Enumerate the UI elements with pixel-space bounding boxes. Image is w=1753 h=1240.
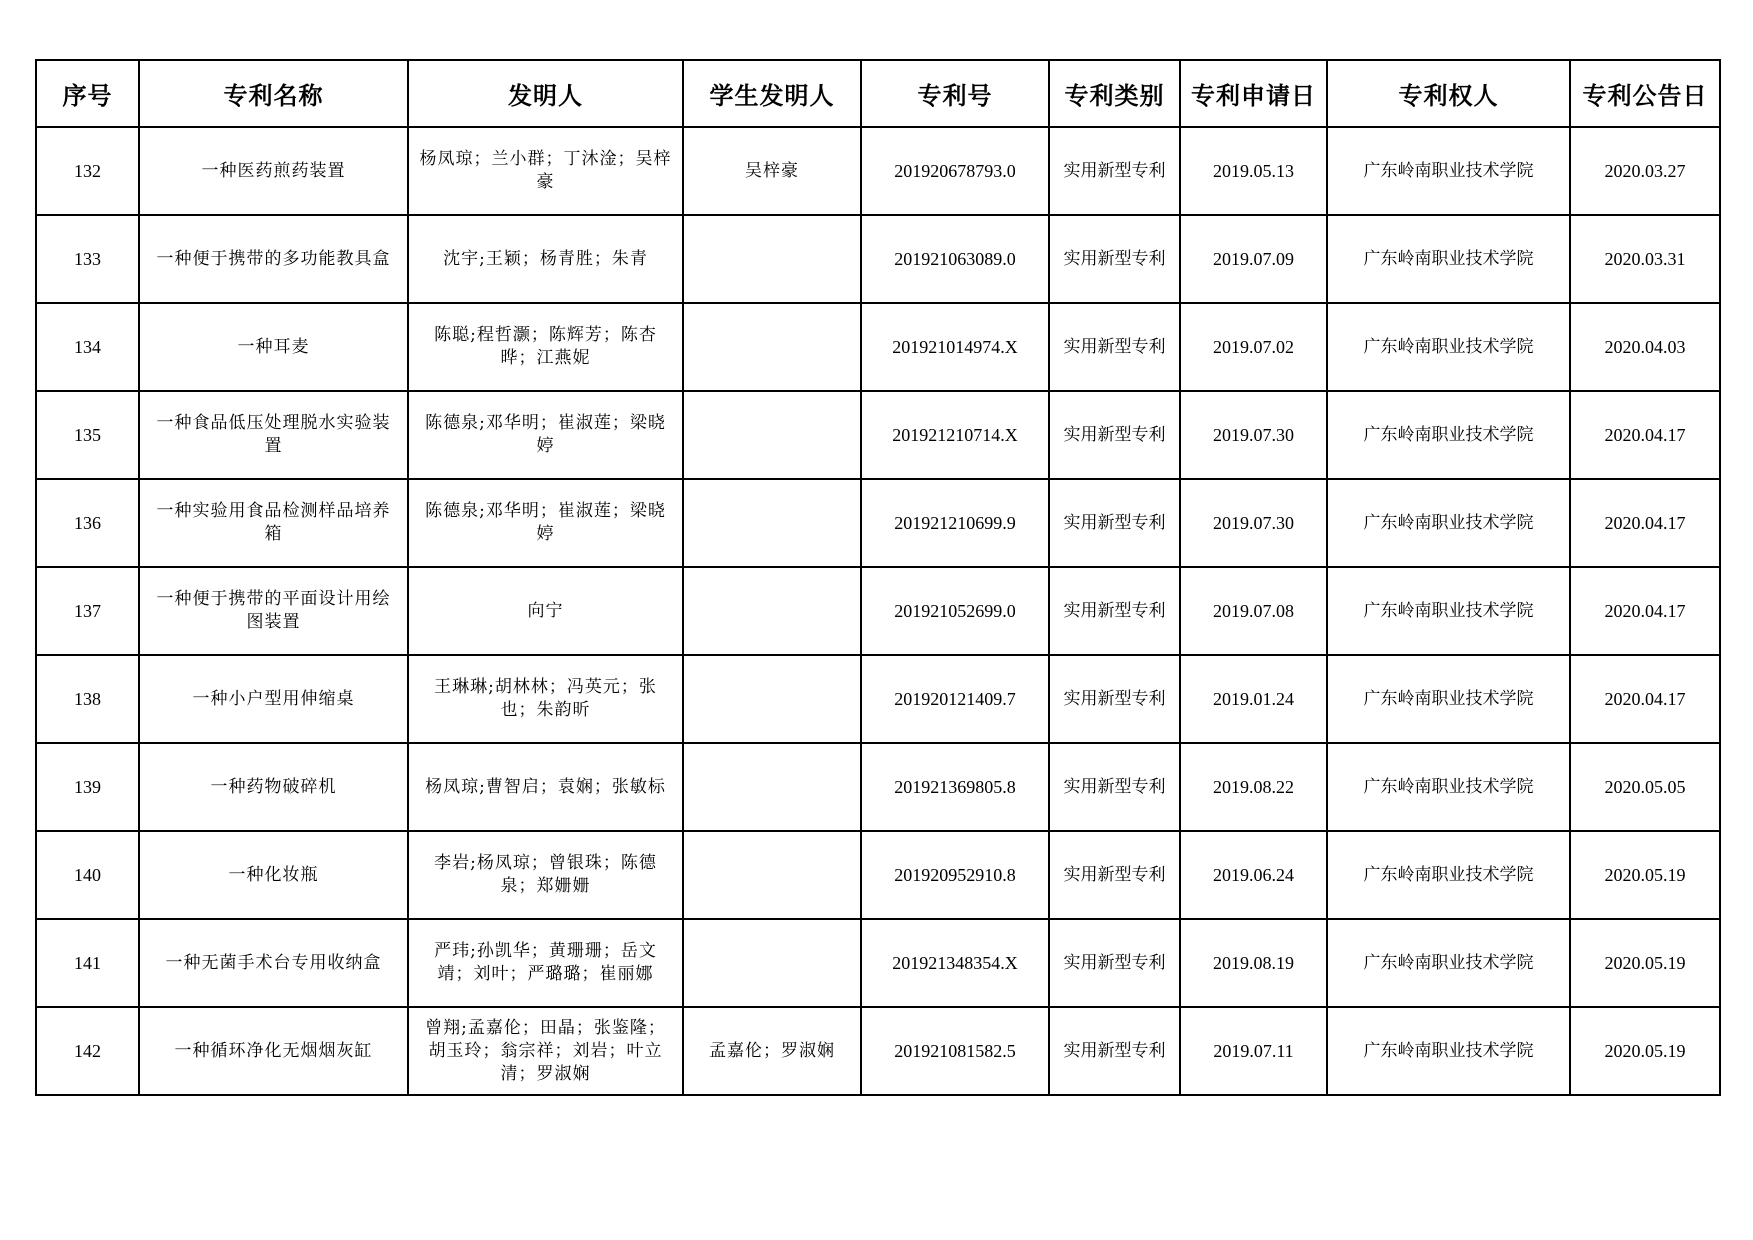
cell-owner: 广东岭南职业技术学院 (1327, 303, 1570, 391)
cell-apply-date: 2019.07.30 (1180, 391, 1327, 479)
cell-publish-date: 2020.04.03 (1570, 303, 1720, 391)
table-row (36, 127, 1720, 215)
cell-type: 实用新型专利 (1049, 303, 1180, 391)
cell-name: 一种循环净化无烟烟灰缸 (139, 1007, 408, 1095)
cell-publish-date: 2020.05.19 (1570, 919, 1720, 1007)
header-cell-inventors: 发明人 (408, 60, 683, 127)
cell-patent-no: 201921063089.0 (861, 215, 1049, 303)
table-row (36, 215, 1720, 303)
cell-owner: 广东岭南职业技术学院 (1327, 567, 1570, 655)
cell-no: 139 (36, 743, 139, 831)
cell-name: 一种药物破碎机 (139, 743, 408, 831)
cell-inventors: 沈宇;王颖；杨青胜；朱青 (408, 215, 683, 303)
cell-students (683, 479, 861, 567)
cell-owner: 广东岭南职业技术学院 (1327, 743, 1570, 831)
cell-type: 实用新型专利 (1049, 655, 1180, 743)
cell-students (683, 655, 861, 743)
cell-apply-date: 2019.08.22 (1180, 743, 1327, 831)
table-row (36, 743, 1720, 831)
cell-no: 138 (36, 655, 139, 743)
cell-inventors: 王琳琳;胡林林；冯英元；张也；朱韵昕 (408, 655, 683, 743)
cell-apply-date: 2019.07.08 (1180, 567, 1327, 655)
table-row (36, 919, 1720, 1007)
cell-inventors: 李岩;杨凤琼；曾银珠；陈德泉；郑姗姗 (408, 831, 683, 919)
cell-apply-date: 2019.07.30 (1180, 479, 1327, 567)
cell-owner: 广东岭南职业技术学院 (1327, 1007, 1570, 1095)
table-row (36, 567, 1720, 655)
cell-patent-no: 201921014974.X (861, 303, 1049, 391)
cell-no: 137 (36, 567, 139, 655)
cell-students: 吴梓豪 (683, 127, 861, 215)
cell-type: 实用新型专利 (1049, 215, 1180, 303)
cell-name: 一种小户型用伸缩桌 (139, 655, 408, 743)
cell-patent-no: 201921052699.0 (861, 567, 1049, 655)
cell-students (683, 919, 861, 1007)
cell-apply-date: 2019.06.24 (1180, 831, 1327, 919)
cell-name: 一种食品低压处理脱水实验装置 (139, 391, 408, 479)
cell-type: 实用新型专利 (1049, 919, 1180, 1007)
patent-table-body (36, 127, 1720, 1095)
cell-students (683, 831, 861, 919)
cell-publish-date: 2020.05.19 (1570, 831, 1720, 919)
table-row (36, 831, 1720, 919)
cell-patent-no: 201921369805.8 (861, 743, 1049, 831)
cell-owner: 广东岭南职业技术学院 (1327, 831, 1570, 919)
cell-type: 实用新型专利 (1049, 391, 1180, 479)
cell-apply-date: 2019.01.24 (1180, 655, 1327, 743)
cell-no: 141 (36, 919, 139, 1007)
cell-inventors: 杨凤琼；兰小群；丁沐淦；吴梓豪 (408, 127, 683, 215)
cell-publish-date: 2020.03.27 (1570, 127, 1720, 215)
header-cell-publish-date: 专利公告日 (1570, 60, 1720, 127)
cell-patent-no: 201920952910.8 (861, 831, 1049, 919)
cell-students: 孟嘉伦；罗淑娴 (683, 1007, 861, 1095)
cell-apply-date: 2019.08.19 (1180, 919, 1327, 1007)
cell-no: 142 (36, 1007, 139, 1095)
cell-publish-date: 2020.04.17 (1570, 655, 1720, 743)
cell-patent-no: 201921081582.5 (861, 1007, 1049, 1095)
header-cell-type: 专利类别 (1049, 60, 1180, 127)
cell-patent-no: 201921348354.X (861, 919, 1049, 1007)
cell-name: 一种医药煎药装置 (139, 127, 408, 215)
cell-owner: 广东岭南职业技术学院 (1327, 655, 1570, 743)
cell-owner: 广东岭南职业技术学院 (1327, 479, 1570, 567)
cell-type: 实用新型专利 (1049, 479, 1180, 567)
cell-inventors: 陈聪;程哲灏；陈辉芳；陈杏晔；江燕妮 (408, 303, 683, 391)
header-cell-patent-no: 专利号 (861, 60, 1049, 127)
table-row (36, 303, 1720, 391)
cell-type: 实用新型专利 (1049, 127, 1180, 215)
cell-publish-date: 2020.04.17 (1570, 479, 1720, 567)
cell-type: 实用新型专利 (1049, 831, 1180, 919)
cell-students (683, 743, 861, 831)
header-cell-name: 专利名称 (139, 60, 408, 127)
cell-no: 133 (36, 215, 139, 303)
cell-publish-date: 2020.05.19 (1570, 1007, 1720, 1095)
table-row (36, 1007, 1720, 1095)
cell-inventors: 曾翔;孟嘉伦；田晶；张鉴隆；胡玉玲；翁宗祥；刘岩；叶立清；罗淑娴 (408, 1007, 683, 1095)
cell-no: 134 (36, 303, 139, 391)
cell-publish-date: 2020.04.17 (1570, 391, 1720, 479)
cell-name: 一种便于携带的平面设计用绘图装置 (139, 567, 408, 655)
cell-name: 一种实验用食品检测样品培养箱 (139, 479, 408, 567)
cell-type: 实用新型专利 (1049, 567, 1180, 655)
cell-students (683, 303, 861, 391)
cell-owner: 广东岭南职业技术学院 (1327, 215, 1570, 303)
patent-table (35, 59, 1721, 1096)
cell-apply-date: 2019.05.13 (1180, 127, 1327, 215)
cell-type: 实用新型专利 (1049, 1007, 1180, 1095)
cell-inventors: 向宁 (408, 567, 683, 655)
cell-students (683, 567, 861, 655)
table-row (36, 479, 1720, 567)
cell-apply-date: 2019.07.02 (1180, 303, 1327, 391)
cell-no: 140 (36, 831, 139, 919)
cell-name: 一种便于携带的多功能教具盒 (139, 215, 408, 303)
cell-no: 135 (36, 391, 139, 479)
cell-students (683, 391, 861, 479)
cell-no: 136 (36, 479, 139, 567)
header-cell-owner: 专利权人 (1327, 60, 1570, 127)
header-row (36, 60, 1720, 127)
table-row (36, 655, 1720, 743)
cell-publish-date: 2020.05.05 (1570, 743, 1720, 831)
cell-owner: 广东岭南职业技术学院 (1327, 391, 1570, 479)
cell-patent-no: 201920678793.0 (861, 127, 1049, 215)
cell-students (683, 215, 861, 303)
cell-name: 一种无菌手术台专用收纳盒 (139, 919, 408, 1007)
cell-patent-no: 201921210699.9 (861, 479, 1049, 567)
cell-patent-no: 201920121409.7 (861, 655, 1049, 743)
cell-owner: 广东岭南职业技术学院 (1327, 127, 1570, 215)
cell-inventors: 陈德泉;邓华明；崔淑莲；梁晓婷 (408, 479, 683, 567)
table-row (36, 391, 1720, 479)
cell-inventors: 杨凤琼;曹智启；袁娴；张敏标 (408, 743, 683, 831)
header-cell-apply-date: 专利申请日 (1180, 60, 1327, 127)
cell-inventors: 严玮;孙凯华；黄珊珊；岳文靖；刘叶；严璐璐；崔丽娜 (408, 919, 683, 1007)
cell-no: 132 (36, 127, 139, 215)
cell-apply-date: 2019.07.11 (1180, 1007, 1327, 1095)
cell-owner: 广东岭南职业技术学院 (1327, 919, 1570, 1007)
cell-type: 实用新型专利 (1049, 743, 1180, 831)
header-cell-no: 序号 (36, 60, 139, 127)
cell-name: 一种耳麦 (139, 303, 408, 391)
cell-patent-no: 201921210714.X (861, 391, 1049, 479)
header-cell-students: 学生发明人 (683, 60, 861, 127)
cell-inventors: 陈德泉;邓华明；崔淑莲；梁晓婷 (408, 391, 683, 479)
cell-publish-date: 2020.04.17 (1570, 567, 1720, 655)
cell-name: 一种化妆瓶 (139, 831, 408, 919)
cell-apply-date: 2019.07.09 (1180, 215, 1327, 303)
cell-publish-date: 2020.03.31 (1570, 215, 1720, 303)
